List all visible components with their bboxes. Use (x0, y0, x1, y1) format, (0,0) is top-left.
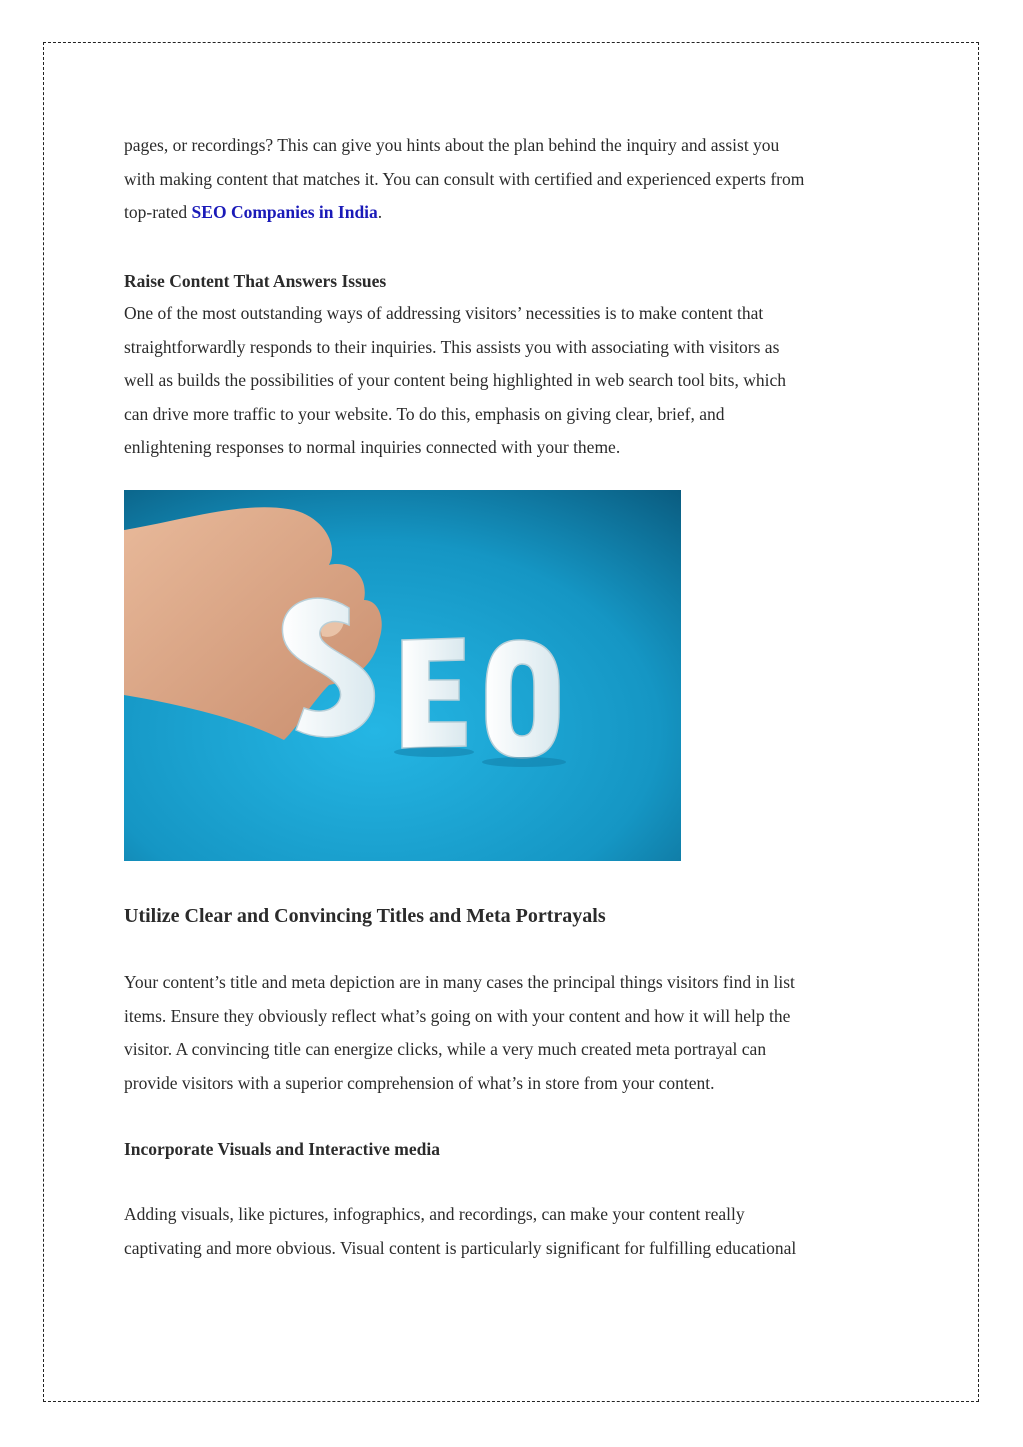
section-heading-visuals: Incorporate Visuals and Interactive media (124, 1139, 440, 1159)
section1-line: well as builds the possibilities of your content being highlighted in web search tool bits, which (124, 370, 786, 390)
section1-line: enlightening responses to normal inquiries connected with your theme. (124, 437, 621, 457)
section1-line: One of the most outstanding ways of addressing visitors’ necessities is to make content that (124, 303, 764, 323)
section2-paragraph (124, 966, 904, 1100)
section-heading-titles-meta: Utilize Clear and Convincing Titles and Meta Portrayals (124, 905, 606, 927)
section2-line: items. Ensure they obviously reflect what’s going on with your content and how it will help the (124, 1005, 791, 1026)
section2-line: Your content’s title and meta depiction are in many cases the principal things visitors find in list (124, 972, 795, 992)
section2-line: visitor. A convincing title can energize clicks, while a very much created meta portrayal can (124, 1039, 767, 1059)
section3-line: captivating and more obvious. Visual content is particularly significant for fulfilling educational (124, 1237, 797, 1258)
section1-line: straightforwardly responds to their inquiries. This assists you with associating with visitors as (124, 336, 780, 357)
section-heading-raise-content: Raise Content That Answers Issues (124, 271, 387, 291)
intro-line: pages, or recordings? This can give you hints about the plan behind the inquiry and assist you (124, 135, 780, 155)
seo-companies-link[interactable]: SEO Companies in India (191, 202, 378, 222)
section2-line: provide visitors with a superior comprehension of what’s in store from your content. (124, 1072, 715, 1093)
section1-paragraph (124, 297, 904, 465)
intro-line-prefix: top-rated (124, 202, 192, 222)
intro-line: with making content that matches it. You can consult with certified and experienced experts from (124, 168, 805, 189)
section3-line: Adding visuals, like pictures, infographics, and recordings, can make your content really (124, 1204, 745, 1224)
intro-line-suffix: . (377, 202, 383, 222)
letter-e (402, 638, 466, 748)
section1-line: can drive more traffic to your website. To do this, emphasis on giving clear, brief, and (124, 403, 725, 424)
section3-paragraph (124, 1198, 904, 1265)
seo-letters-image (124, 490, 681, 861)
intro-paragraph (124, 129, 904, 230)
